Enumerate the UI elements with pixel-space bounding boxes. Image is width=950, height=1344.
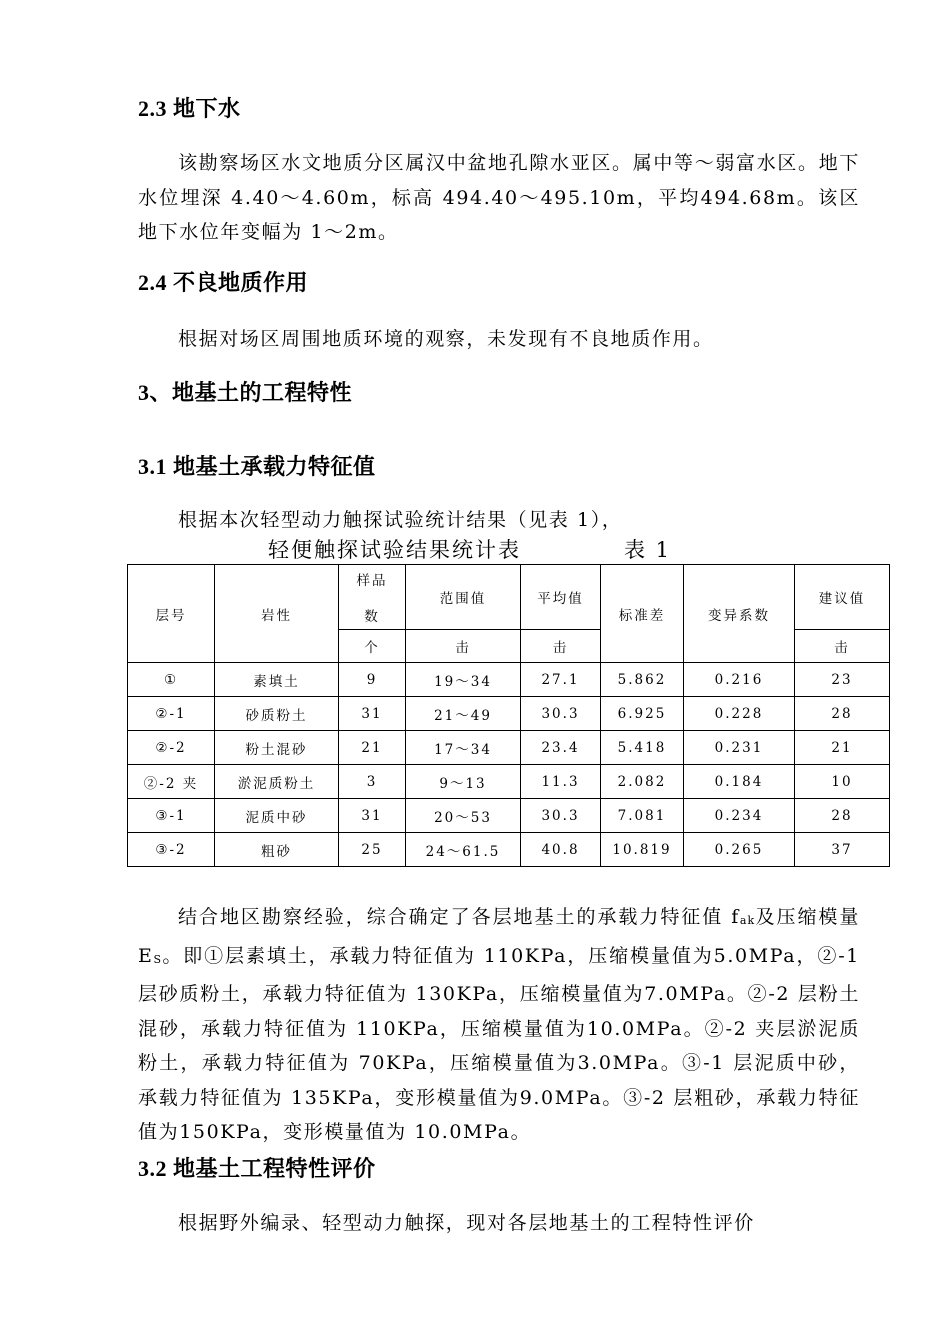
cell-suggest: 23 [795,663,890,697]
cell-std: 6.925 [601,697,684,731]
cell-mean: 30.3 [521,697,601,731]
cell-mean: 23.4 [521,731,601,765]
unit-count: 个 [339,630,406,663]
unit-range: 击 [406,630,521,663]
cell-std: 10.819 [601,833,684,867]
cell-std: 5.418 [601,731,684,765]
cell-std: 7.081 [601,799,684,833]
cell-cv: 0.265 [684,833,795,867]
cell-layer: ③-2 [128,833,215,867]
subscript-s: S [153,952,163,966]
cell-range: 17～34 [406,731,521,765]
header-count: 样品 数 [339,565,406,630]
table-header-row [128,565,890,630]
cell-suggest: 10 [795,765,890,799]
table-number: 表 1 [624,538,672,562]
header-range: 范围值 [406,565,521,630]
cell-cv: 0.234 [684,799,795,833]
cell-suggest: 37 [795,833,890,867]
subscript-ak: ak [739,914,756,927]
header-std: 标准差 [601,565,684,663]
cell-count: 31 [339,799,406,833]
cell-count: 31 [339,697,406,731]
header-layer: 层号 [128,565,215,663]
cell-mean: 11.3 [521,765,601,799]
cell-cv: 0.216 [684,663,795,697]
cell-count: 3 [339,765,406,799]
paragraph-adverse-geology: 根据对场区周围地质环境的观察，未发现有不良地质作用。 [178,328,714,350]
table-row [128,663,890,697]
section-title-3: 3、地基土的工程特性 [138,380,353,405]
cell-cv: 0.228 [684,697,795,731]
table-row [128,697,890,731]
cell-count: 21 [339,731,406,765]
cell-rock: 粗砂 [215,833,339,867]
paragraph-groundwater: 该勘察场区水文地质分区属汉中盆地孔隙水亚区。属中等～弱富水区。地下水位埋深 4.40～4.60m，标高 494.40～495.10m，平均494.68m。该区地下水位年变幅为 1～2m。 [138,152,860,243]
cell-layer: ① [128,663,215,697]
table-row [128,833,890,867]
cell-mean: 27.1 [521,663,601,697]
table-row [128,799,890,833]
cell-mean: 30.3 [521,799,601,833]
table-row [128,765,890,799]
cell-suggest: 28 [795,799,890,833]
header-rock: 岩性 [215,565,339,663]
unit-suggest: 击 [795,630,890,663]
section-title-3-2: 3.2 地基土工程特性评价 [138,1156,376,1181]
section-title-3-1: 3.1 地基土承载力特征值 [138,454,376,479]
cell-rock: 淤泥质粉土 [215,765,339,799]
cell-range: 20～53 [406,799,521,833]
paragraph-bearing-capacity: 结合地区勘察经验，综合确定了各层地基土的承载力特征值 fak及压缩模量 ES。即①层素填土，承载力特征值为 110KPa，压缩模量值为5.0MPa，②-1 层砂质粉土，承载力特征值为 130KPa，压缩模量值为7.0MPa。②-2 层粉土混砂，承载力特征值为 110KPa，压缩模量值为10.0MPa。②-2 夹层淤泥质粉土，承载力特征值为 70KPa，压缩模量值为3.0MPa。③-1 层泥质中砂，承载力特征值为 135KPa，变形模量值为9.0MPa。③-2 层粗砂，承载力特征值为150KPa，变形模量值为 10.0MPa。 [138,906,860,1143]
cell-cv: 0.184 [684,765,795,799]
cell-range: 19～34 [406,663,521,697]
header-mean: 平均值 [521,565,601,630]
cell-suggest: 21 [795,731,890,765]
cell-count: 25 [339,833,406,867]
cell-rock: 泥质中砂 [215,799,339,833]
cell-mean: 40.8 [521,833,601,867]
cell-count: 9 [339,663,406,697]
cell-range: 21～49 [406,697,521,731]
penetration-test-table [127,564,890,867]
cell-layer: ②-1 [128,697,215,731]
cell-cv: 0.231 [684,731,795,765]
cell-rock: 素填土 [215,663,339,697]
cell-rock: 砂质粉土 [215,697,339,731]
paragraph-table-intro: 根据本次轻型动力触探试验统计结果（见表 1）， [178,509,623,531]
cell-range: 24～61.5 [406,833,521,867]
paragraph-evaluation: 根据野外编录、轻型动力触探，现对各层地基土的工程特性评价 [178,1212,755,1234]
cell-std: 5.862 [601,663,684,697]
cell-layer: ③-1 [128,799,215,833]
table-caption: 轻便触探试验结果统计表 [268,538,521,562]
section-title-2-3: 2.3 地下水 [138,96,241,121]
cell-std: 2.082 [601,765,684,799]
unit-mean: 击 [521,630,601,663]
section-title-2-4: 2.4 不良地质作用 [138,270,309,295]
table-row [128,731,890,765]
cell-range: 9～13 [406,765,521,799]
cell-suggest: 28 [795,697,890,731]
cell-rock: 粉土混砂 [215,731,339,765]
header-suggest: 建议值 [795,565,890,630]
cell-layer: ②-2 [128,731,215,765]
cell-layer: ②-2 夹 [128,765,215,799]
header-cv: 变异系数 [684,565,795,663]
